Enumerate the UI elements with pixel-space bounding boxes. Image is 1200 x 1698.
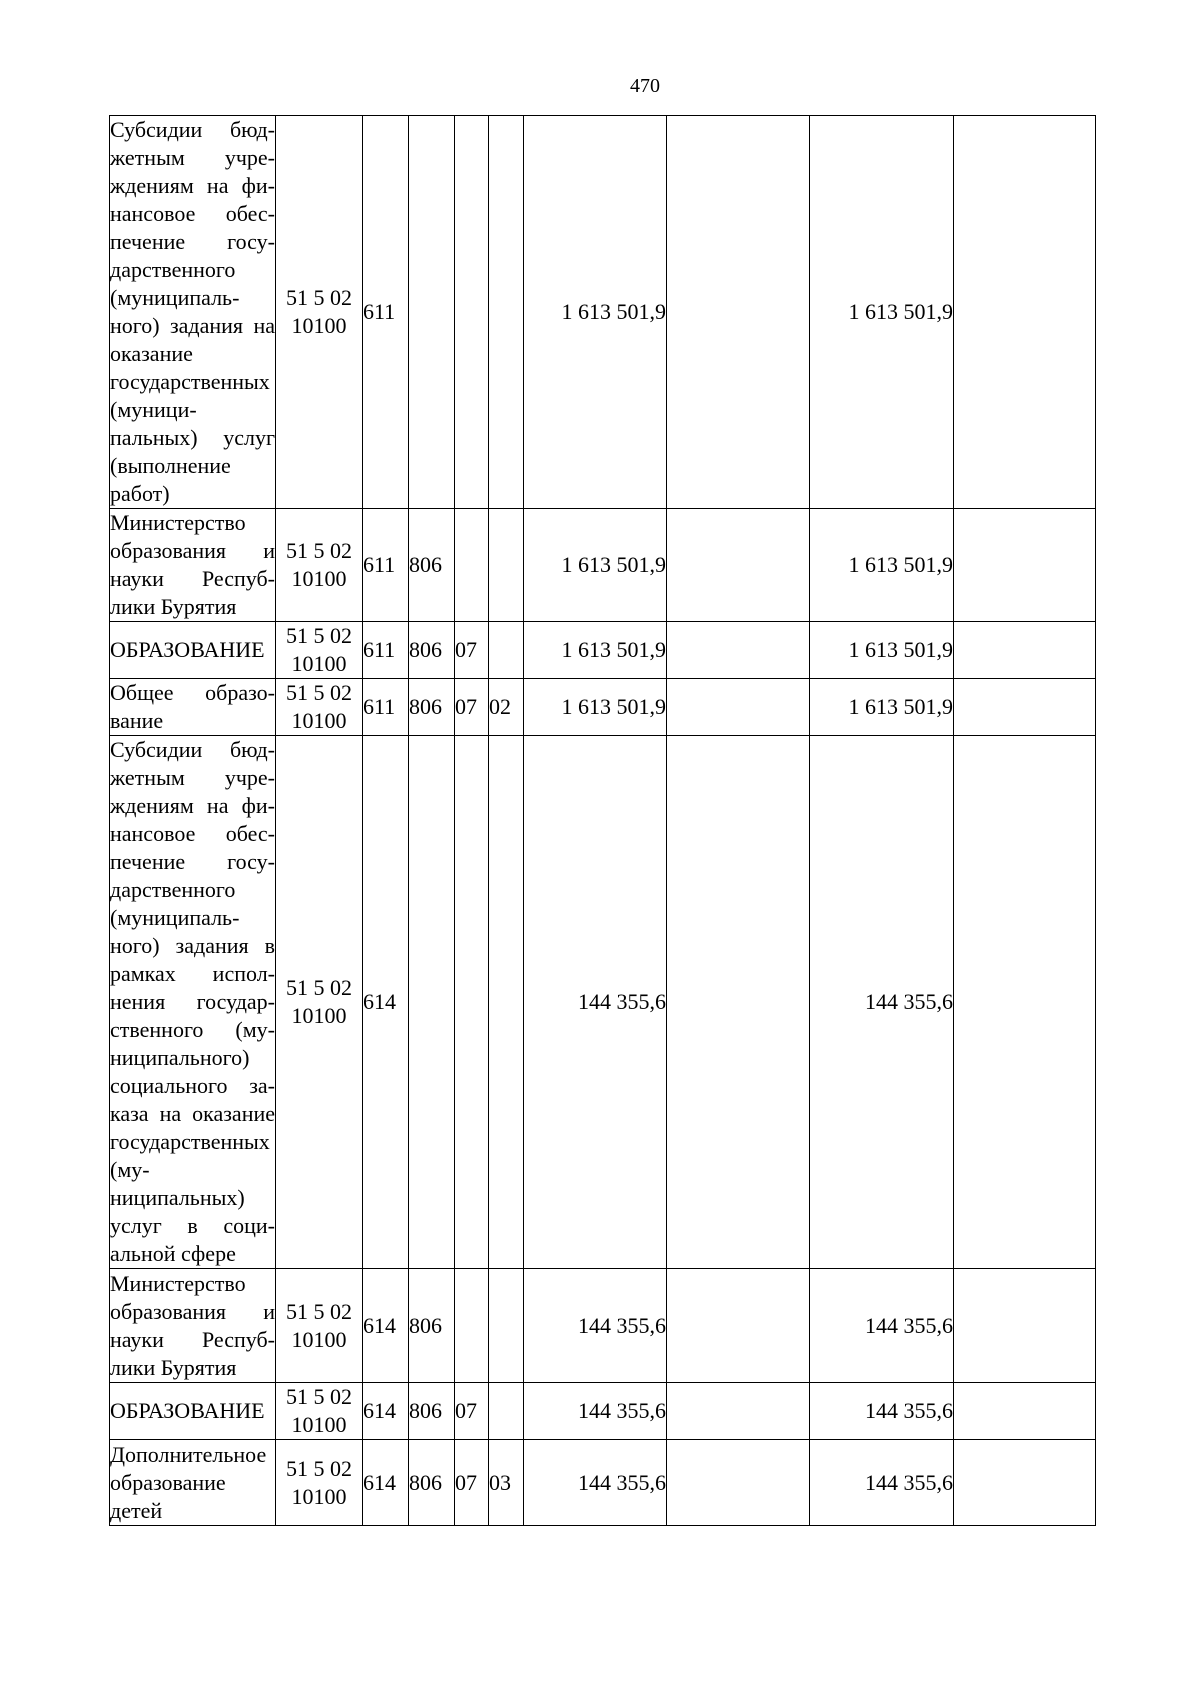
- expense-type-code: 611: [363, 116, 409, 509]
- section-code: 07: [455, 679, 489, 736]
- amount-cell: 1 613 501,9: [524, 116, 667, 509]
- subsection-code: [489, 1383, 524, 1440]
- row-name: ОБРАЗОВАНИЕ: [110, 622, 276, 679]
- target-article-code: 51 5 02 10100: [276, 1383, 363, 1440]
- amount-cell: 144 355,6: [524, 736, 667, 1269]
- ministry-code: 806: [409, 1269, 455, 1383]
- amount-cell: [954, 679, 1096, 736]
- row-name: Дополнительное образование детей: [110, 1440, 276, 1526]
- section-code: [455, 116, 489, 509]
- table-row: [110, 1383, 1096, 1440]
- target-article-code: 51 5 02 10100: [276, 116, 363, 509]
- ministry-code: [409, 116, 455, 509]
- expense-type-code: 611: [363, 679, 409, 736]
- row-name: Субсидии бюджетным учреждениям на финансовое обеспечение государственного (муниципального) задания на оказание государственных (муниципальных) услуг (выполнение работ): [110, 116, 276, 509]
- amount-cell: [667, 622, 810, 679]
- row-name: ОБРАЗОВАНИЕ: [110, 1383, 276, 1440]
- amount-cell: [667, 1440, 810, 1526]
- expense-type-code: 614: [363, 1440, 409, 1526]
- subsection-code: [489, 116, 524, 509]
- table-row: [110, 622, 1096, 679]
- amount-cell: 144 355,6: [810, 1440, 954, 1526]
- amount-cell: [667, 679, 810, 736]
- subsection-code: [489, 736, 524, 1269]
- table-row: [110, 736, 1096, 1269]
- section-code: 07: [455, 1383, 489, 1440]
- ministry-code: 806: [409, 622, 455, 679]
- amount-cell: 144 355,6: [524, 1269, 667, 1383]
- section-code: 07: [455, 1440, 489, 1526]
- amount-cell: [954, 1440, 1096, 1526]
- amount-cell: [954, 116, 1096, 509]
- expense-type-code: 614: [363, 736, 409, 1269]
- amount-cell: 1 613 501,9: [524, 622, 667, 679]
- ministry-code: 806: [409, 509, 455, 622]
- ministry-code: 806: [409, 679, 455, 736]
- amount-cell: 1 613 501,9: [810, 509, 954, 622]
- amount-cell: [954, 1383, 1096, 1440]
- expense-type-code: 611: [363, 509, 409, 622]
- amount-cell: 1 613 501,9: [810, 116, 954, 509]
- expense-type-code: 614: [363, 1269, 409, 1383]
- amount-cell: [954, 736, 1096, 1269]
- amount-cell: [667, 116, 810, 509]
- amount-cell: 144 355,6: [810, 1383, 954, 1440]
- section-code: [455, 1269, 489, 1383]
- expense-type-code: 614: [363, 1383, 409, 1440]
- target-article-code: 51 5 02 10100: [276, 1269, 363, 1383]
- ministry-code: [409, 736, 455, 1269]
- subsection-code: [489, 1269, 524, 1383]
- row-name: Общее образование: [110, 679, 276, 736]
- table-row: [110, 509, 1096, 622]
- target-article-code: 51 5 02 10100: [276, 736, 363, 1269]
- amount-cell: 1 613 501,9: [524, 679, 667, 736]
- amount-cell: [667, 736, 810, 1269]
- amount-cell: 1 613 501,9: [524, 509, 667, 622]
- page-number: 470: [630, 75, 660, 97]
- target-article-code: 51 5 02 10100: [276, 509, 363, 622]
- section-code: [455, 736, 489, 1269]
- section-code: 07: [455, 622, 489, 679]
- row-name: Министерство образования и науки Республики Бурятия: [110, 1269, 276, 1383]
- amount-cell: [667, 509, 810, 622]
- budget-table: [109, 115, 1096, 1526]
- amount-cell: [954, 509, 1096, 622]
- amount-cell: 144 355,6: [810, 1269, 954, 1383]
- table-row: [110, 1440, 1096, 1526]
- subsection-code: [489, 509, 524, 622]
- amount-cell: 144 355,6: [810, 736, 954, 1269]
- ministry-code: 806: [409, 1440, 455, 1526]
- subsection-code: 02: [489, 679, 524, 736]
- amount-cell: [667, 1269, 810, 1383]
- amount-cell: 1 613 501,9: [810, 679, 954, 736]
- row-name: Министерство образования и науки Республики Бурятия: [110, 509, 276, 622]
- table-row: [110, 679, 1096, 736]
- target-article-code: 51 5 02 10100: [276, 622, 363, 679]
- amount-cell: 1 613 501,9: [810, 622, 954, 679]
- expense-type-code: 611: [363, 622, 409, 679]
- row-name: Субсидии бюджетным учреждениям на финансовое обеспечение государственного (муниципального) задания в рамках исполнения государственного (муниципального) социального заказа на оказание государственных (муниципальных) услуг в социальной сфере: [110, 736, 276, 1269]
- amount-cell: 144 355,6: [524, 1440, 667, 1526]
- section-code: [455, 509, 489, 622]
- amount-cell: 144 355,6: [524, 1383, 667, 1440]
- subsection-code: 03: [489, 1440, 524, 1526]
- amount-cell: [954, 622, 1096, 679]
- target-article-code: 51 5 02 10100: [276, 1440, 363, 1526]
- amount-cell: [667, 1383, 810, 1440]
- amount-cell: [954, 1269, 1096, 1383]
- target-article-code: 51 5 02 10100: [276, 679, 363, 736]
- subsection-code: [489, 622, 524, 679]
- table-row: [110, 116, 1096, 509]
- ministry-code: 806: [409, 1383, 455, 1440]
- table-row: [110, 1269, 1096, 1383]
